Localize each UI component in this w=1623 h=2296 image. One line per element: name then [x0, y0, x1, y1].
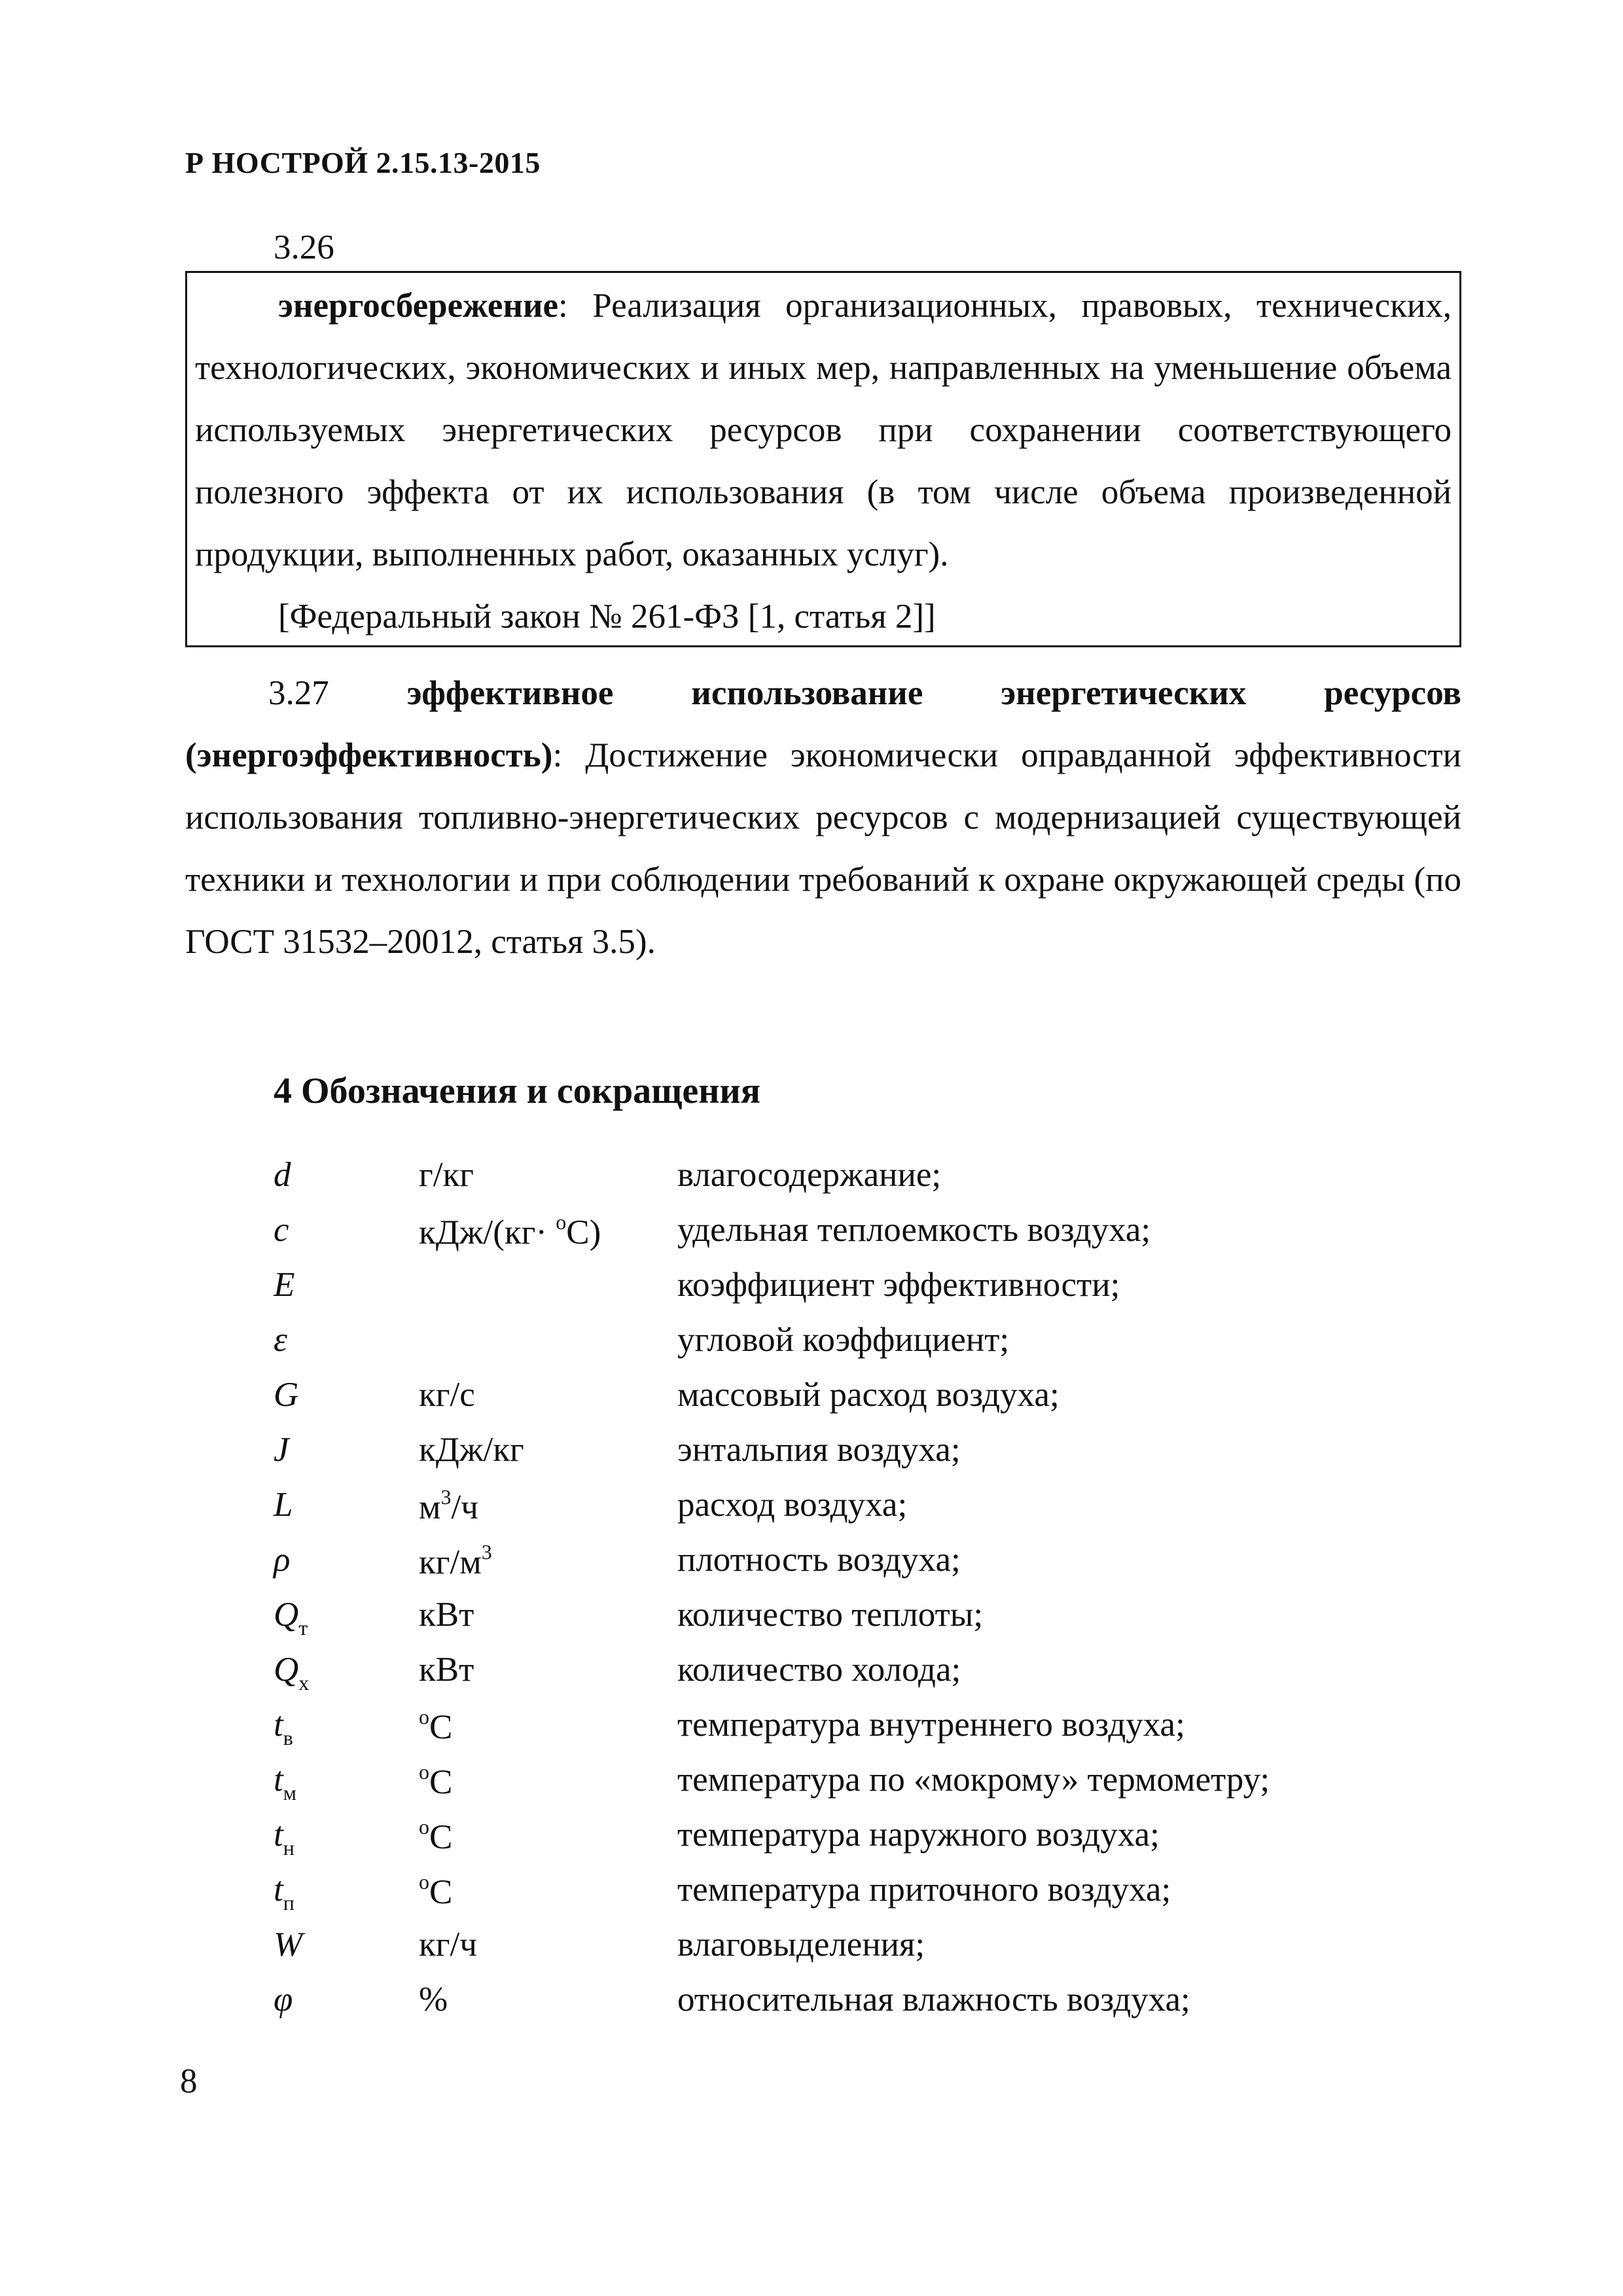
symbol-letter: Q — [274, 1596, 299, 1634]
symbol-row — [0, 1430, 1623, 1485]
symbol-row — [0, 1760, 1623, 1815]
symbol-row — [0, 1155, 1623, 1210]
unit — [419, 1155, 474, 1194]
symbol-letter: φ — [274, 1981, 293, 2018]
symbol-row — [0, 1485, 1623, 1540]
unit — [419, 1980, 448, 2019]
symbol-row — [0, 1320, 1623, 1375]
symbol — [274, 1760, 296, 1805]
symbol-letter: ρ — [274, 1541, 291, 1579]
unit-tail: С) — [566, 1213, 601, 1251]
symbol-row — [0, 1815, 1623, 1870]
symbol-description: температура внутреннего воздуха; — [677, 1706, 1185, 1744]
symbol-letter: t — [274, 1816, 283, 1854]
symbol-description: количество теплоты; — [677, 1596, 984, 1634]
unit-text: кг/ч — [419, 1926, 477, 1964]
symbol-description: угловой коэффициент; — [677, 1321, 1010, 1359]
symbol-subscript: п — [283, 1891, 294, 1914]
symbol-subscript: т — [298, 1616, 308, 1640]
symbol — [274, 1540, 290, 1579]
symbol-row — [0, 1540, 1623, 1595]
definition-energy-saving: : Реализация организационных, правовых, технических, технологических, экономических и иных мер, направленных на уменьшение объема используемых энергетических ресурсов при сохранении соответствующего полезного эффекта от их использования (в том числе объема произведенной продукции, выполненных работ, оказанных услуг). — [195, 287, 1452, 573]
symbol — [274, 1980, 293, 2019]
symbol-letter: t — [274, 1871, 283, 1909]
unit-tail: С — [429, 1818, 453, 1856]
symbol-letter: Q — [274, 1651, 299, 1689]
unit-text: кг/с — [419, 1376, 475, 1414]
document-code-header: Р НОСТРОЙ 2.15.13-2015 — [185, 146, 541, 179]
symbol-subscript: н — [283, 1836, 294, 1859]
symbol-row — [0, 1870, 1623, 1925]
term-energy-saving: энергосбережение — [278, 287, 559, 325]
symbol-row — [0, 1925, 1623, 1980]
symbol-subscript: х — [298, 1671, 310, 1695]
unit-superscript: 3 — [440, 1485, 452, 1509]
unit-text: % — [419, 1981, 448, 2018]
symbol-letter: t — [274, 1706, 283, 1744]
clause-3-26-source: [Федеральный закон № 261-ФЗ [1, статья 2]] — [278, 598, 936, 636]
unit-text: кДж/(кг· — [419, 1213, 556, 1251]
unit — [419, 1595, 474, 1634]
unit-superscript: о — [419, 1760, 429, 1784]
symbol — [274, 1650, 309, 1695]
symbol-description: влаговыделения; — [677, 1926, 925, 1964]
unit-tail: С — [429, 1763, 453, 1801]
symbol-description: массовый расход воздуха; — [677, 1376, 1060, 1414]
symbol-letter: ε — [274, 1321, 287, 1359]
clause-3-27-text — [185, 662, 1461, 973]
symbol-letter: c — [274, 1211, 289, 1249]
unit-text: кДж/кг — [419, 1431, 524, 1469]
symbol-description: расход воздуха; — [677, 1486, 908, 1524]
symbol-description: удельная теплоемкость воздуха; — [677, 1211, 1151, 1249]
unit-tail: /ч — [451, 1488, 478, 1526]
clause-number-3-26: 3.26 — [274, 228, 334, 266]
symbol — [274, 1485, 293, 1524]
symbol-description: температура по «мокрому» термометру; — [677, 1761, 1270, 1799]
unit-tail: С — [429, 1873, 453, 1911]
clause-number-3-27: 3.27 — [268, 674, 329, 712]
symbol-row — [0, 1650, 1623, 1705]
symbol-row — [0, 1375, 1623, 1430]
symbol-description: температура наружного воздуха; — [677, 1816, 1160, 1854]
symbol-letter: t — [274, 1761, 283, 1799]
clause-3-26-definition — [195, 275, 1452, 586]
unit-superscript: о — [419, 1705, 429, 1729]
symbol-description: относительная влажность воздуха; — [677, 1981, 1190, 2018]
symbol-description: температура приточного воздуха; — [677, 1871, 1171, 1909]
symbol-letter: d — [274, 1156, 291, 1194]
page-number: 8 — [180, 2062, 198, 2100]
symbol — [274, 1265, 294, 1304]
unit — [419, 1870, 452, 1912]
symbol-subscript: м — [283, 1781, 296, 1804]
unit — [419, 1705, 452, 1747]
symbol-description: энтальпия воздуха; — [677, 1431, 961, 1469]
section-4-title: 4 Обозначения и сокращения — [274, 1071, 761, 1111]
symbol — [274, 1815, 294, 1860]
clause-3-26-text — [195, 275, 1452, 648]
unit-text: кВт — [419, 1651, 474, 1689]
symbol-row — [0, 1705, 1623, 1760]
symbol-letter: G — [274, 1376, 299, 1414]
symbol-row — [0, 1595, 1623, 1650]
symbol — [274, 1705, 293, 1750]
clause-3-27-definition — [185, 662, 1461, 973]
unit-superscript: 3 — [481, 1540, 492, 1564]
symbol-description: количество холода; — [677, 1651, 961, 1689]
unit — [419, 1375, 475, 1414]
unit-superscript: о — [419, 1815, 429, 1839]
symbol-letter: W — [274, 1926, 303, 1964]
term-energy-efficiency: эффективное использование энергетических ресурсов (энергоэффективность) — [185, 674, 1461, 774]
unit — [419, 1760, 452, 1802]
symbol-description: коэффициент эффективности; — [677, 1266, 1120, 1304]
symbol — [274, 1925, 302, 1964]
symbol-description: влагосодержание; — [677, 1156, 942, 1194]
unit — [419, 1650, 474, 1689]
unit-superscript: о — [556, 1210, 567, 1234]
unit — [419, 1925, 477, 1964]
unit — [419, 1485, 478, 1527]
symbol-row — [0, 1980, 1623, 2035]
unit — [419, 1430, 524, 1469]
symbol-letter: E — [274, 1266, 295, 1304]
symbol-subscript: в — [283, 1726, 293, 1749]
symbol — [274, 1430, 289, 1469]
symbol — [274, 1320, 287, 1359]
unit — [419, 1815, 452, 1857]
symbol — [274, 1595, 308, 1640]
unit-text: г/кг — [419, 1156, 474, 1194]
symbol-row — [0, 1265, 1623, 1320]
symbol-description: плотность воздуха; — [677, 1541, 961, 1579]
definition-energy-efficiency: : Достижение экономически оправданной эффективности использования топливно-энергетических ресурсов с модернизацией существующей техники и технологии и при соблюдении требований к охране окружающей среды (по ГОСТ 31532–20012, статья 3.5). — [185, 736, 1461, 961]
unit-superscript: о — [419, 1870, 429, 1893]
symbol — [274, 1155, 291, 1194]
unit-text: кг/м — [419, 1543, 482, 1581]
symbol — [274, 1870, 294, 1915]
symbol-letter: L — [274, 1486, 293, 1524]
unit-tail: С — [429, 1708, 453, 1746]
symbol-letter: J — [274, 1431, 289, 1469]
unit-text: кВт — [419, 1596, 474, 1634]
unit — [419, 1210, 601, 1252]
symbol — [274, 1210, 289, 1249]
symbol-row — [0, 1210, 1623, 1265]
unit-text: м — [419, 1488, 441, 1526]
unit — [419, 1540, 492, 1582]
symbol — [274, 1375, 298, 1414]
